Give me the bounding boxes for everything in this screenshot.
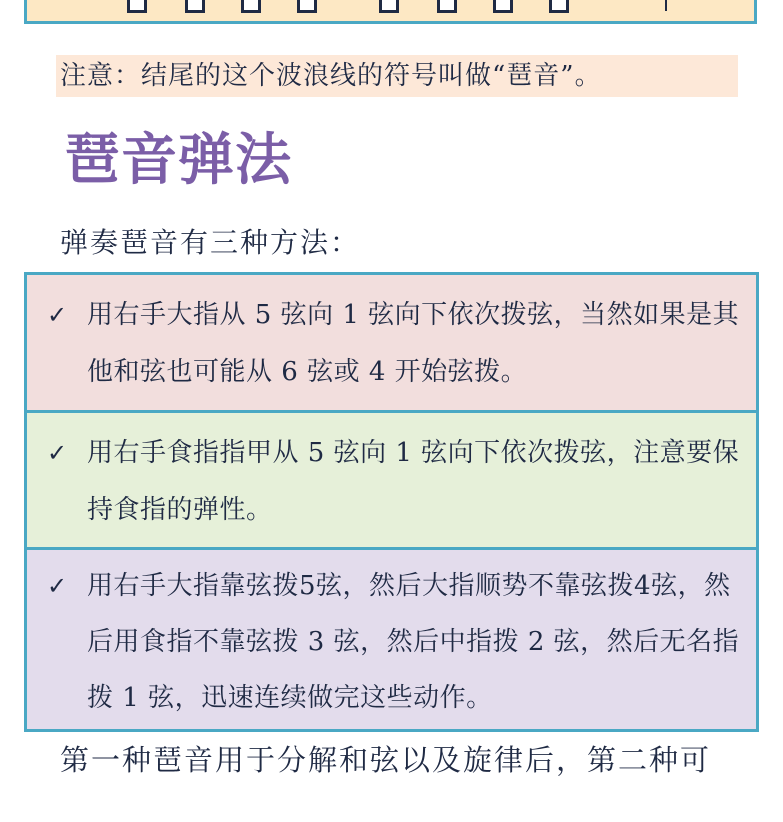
methods-box bbox=[24, 272, 759, 732]
tablature-box-bottom bbox=[24, 0, 757, 24]
method-text: 用右手大指靠弦拨5弦，然后大指顺势不靠弦拨4弦，然后用食指不靠弦拨 3 弦，然后中指拨 2 弦，然后无名指拨 1 弦，迅速连续做完这些动作。 bbox=[87, 571, 740, 713]
tab-note-mark bbox=[379, 0, 399, 13]
tab-note-mark bbox=[493, 0, 513, 13]
method-item bbox=[27, 275, 756, 410]
tab-note-mark bbox=[297, 0, 317, 13]
tab-note-mark bbox=[185, 0, 205, 13]
intro-text: 弹奏琶音有三种方法： bbox=[60, 226, 361, 259]
checkmark-icon: ✓ bbox=[47, 572, 68, 600]
method-text: 用右手大指从 5 弦向 1 弦向下依次拨弦，当然如果是其他和弦也可能从 6 弦或 4 开始弦拨。 bbox=[87, 300, 740, 387]
tab-note-mark bbox=[437, 0, 457, 13]
arpeggio-note: 注意：结尾的这个波浪线的符号叫做“琶音”。 bbox=[56, 55, 738, 97]
method-item bbox=[27, 410, 756, 547]
section-title: 琶音弹法 bbox=[64, 128, 292, 193]
body-paragraph: 第一种琶音用于分解和弦以及旋律后，第二种可 bbox=[60, 743, 712, 777]
tab-bar-line bbox=[665, 0, 667, 11]
checkmark-icon: ✓ bbox=[47, 301, 68, 329]
method-item bbox=[27, 547, 756, 729]
method-text: 用右手食指指甲从 5 弦向 1 弦向下依次拨弦，注意要保持食指的弹性。 bbox=[87, 438, 740, 525]
tab-note-mark bbox=[549, 0, 569, 13]
tab-note-mark bbox=[127, 0, 147, 13]
tab-note-mark bbox=[241, 0, 261, 13]
checkmark-icon: ✓ bbox=[47, 439, 68, 467]
